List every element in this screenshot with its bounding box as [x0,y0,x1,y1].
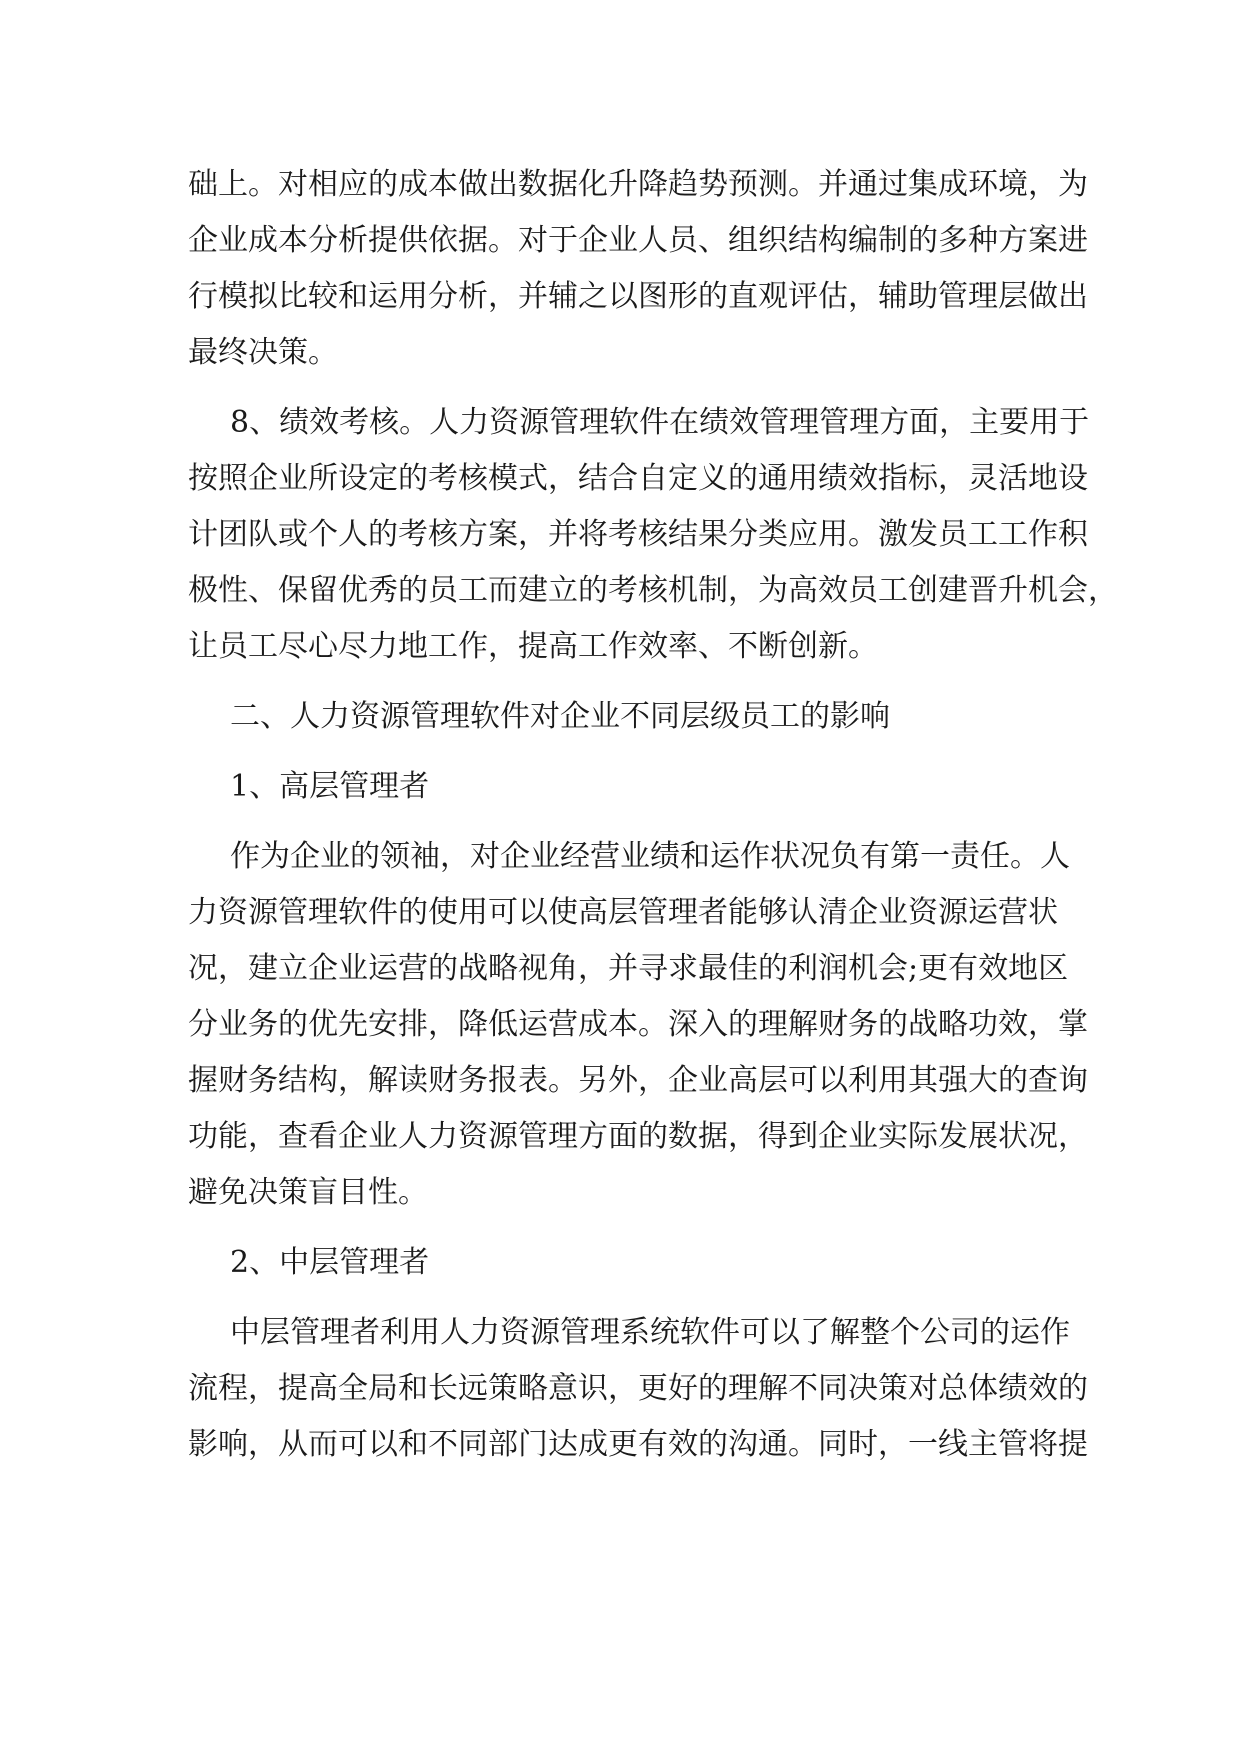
text-line: 功能，查看企业人力资源管理方面的数据，得到企业实际发展状况， [188,1119,1088,1154]
text-line: 作为企业的领袖，对企业经营业绩和运作状况负有第一责任。人 [230,839,1070,874]
text-line: 二、人力资源管理软件对企业不同层级员工的影响 [230,699,890,734]
text-line: 握财务结构，解读财务报表。另外，企业高层可以利用其强大的查询 [188,1063,1088,1098]
text-line: 中层管理者利用人力资源管理系统软件可以了解整个公司的运作 [230,1315,1070,1350]
paragraph-performance-review [188,395,1118,675]
paragraph-middle-managers [188,1305,1088,1473]
text-line: 2、中层管理者 [230,1245,430,1280]
text-line: 按照企业所设定的考核模式，结合自定义的通用绩效指标，灵活地设 [188,461,1088,496]
paragraph-senior-managers [188,829,1088,1221]
text-line: 况，建立企业运营的战略视角，并寻求最佳的利润机会;更有效地区 [188,951,1069,986]
text-line: 行模拟比较和运用分析，并辅之以图形的直观评估，辅助管理层做出 [188,279,1088,314]
text-line: 础上。对相应的成本做出数据化升降趋势预测。并通过集成环境，为 [188,167,1088,202]
text-line: 极性、保留优秀的员工而建立的考核机制，为高效员工创建晋升机会， [188,573,1118,608]
text-line: 力资源管理软件的使用可以使高层管理者能够认清企业资源运营状 [188,895,1058,930]
subheading-senior-managers [188,759,1058,815]
text-line: 1、高层管理者 [230,769,430,804]
text-line: 分业务的优先安排，降低运营成本。深入的理解财务的战略功效，掌 [188,1007,1088,1042]
text-line: 企业成本分析提供依据。对于企业人员、组织结构编制的多种方案进 [188,223,1088,258]
text-line: 计团队或个人的考核方案，并将考核结果分类应用。激发员工工作积 [188,517,1088,552]
text-line: 避免决策盲目性。 [188,1175,428,1210]
text-line: 流程，提高全局和长远策略意识，更好的理解不同决策对总体绩效的 [188,1371,1088,1406]
paragraph-cost-analysis [188,157,1088,381]
text-line: 影响，从而可以和不同部门达成更有效的沟通。同时，一线主管将提 [188,1427,1088,1462]
subheading-middle-managers [188,1235,1058,1291]
text-line: 8、绩效考核。人力资源管理软件在绩效管理管理方面，主要用于 [230,405,1090,440]
document-body [188,157,1118,1487]
section-heading [188,689,1058,745]
text-line: 让员工尽心尽力地工作，提高工作效率、不断创新。 [188,629,878,664]
text-line: 最终决策。 [188,335,338,370]
